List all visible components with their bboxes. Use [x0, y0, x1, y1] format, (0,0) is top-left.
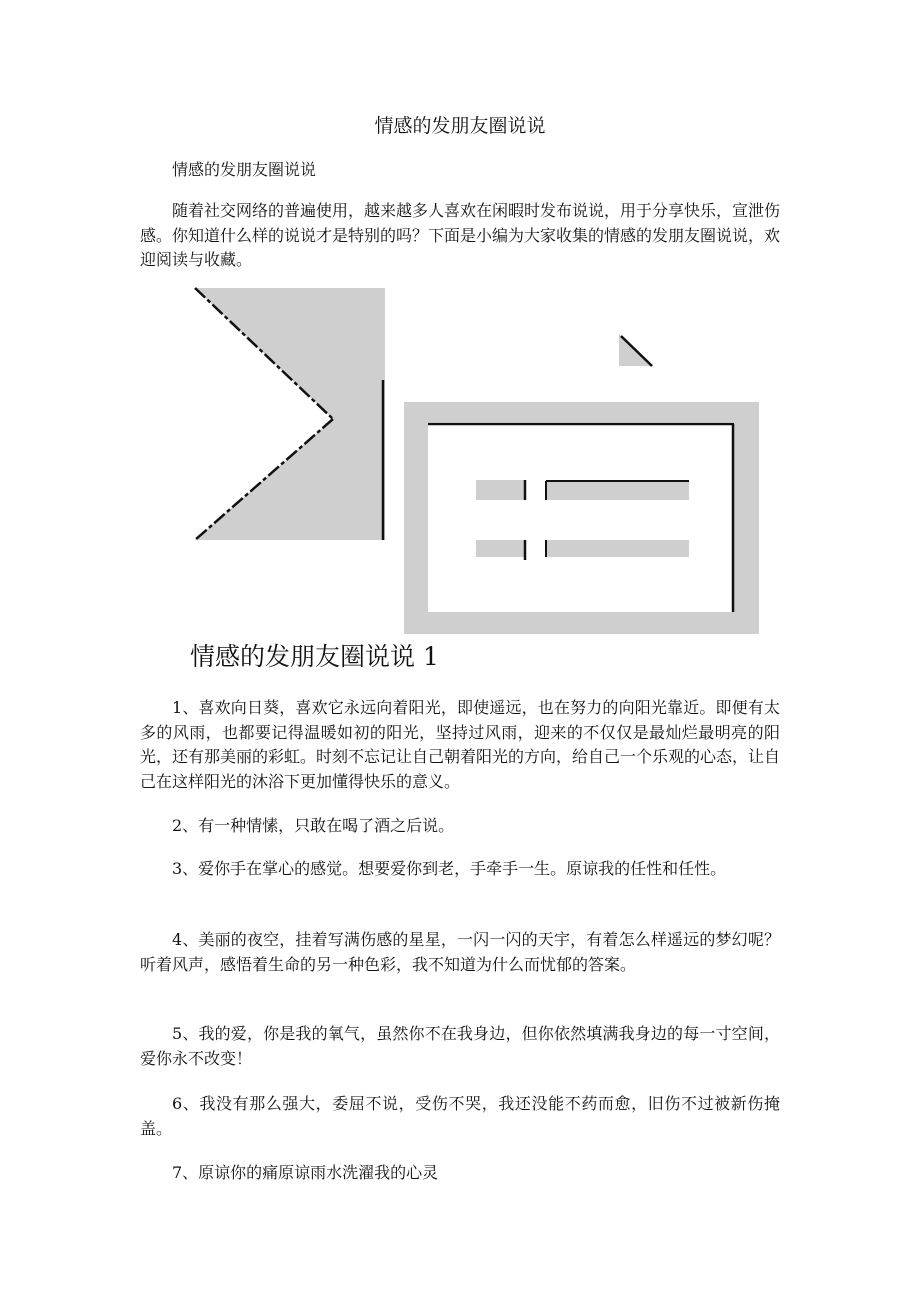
page-title: 情感的发朋友圈说说	[374, 115, 546, 137]
arrow-shape	[195, 288, 385, 540]
card-inner	[428, 422, 734, 612]
subtitle: 情感的发朋友圈说说	[172, 160, 317, 179]
row2-long-bar	[546, 540, 689, 557]
intro-paragraph: 随着社交网络的普遍使用，越来越多人喜欢在闲暇时发布说说，用于分享快乐，宣泄伤感。你知道什么样的说说才是特别的吗？下面是小编为大家收集的情感的发朋友圈说说，欢迎阅读与收藏。	[140, 201, 781, 269]
list-item: 1、喜欢向日葵，喜欢它永远向着阳光，即使遥远，也在努力的向阳光靠近。即便有太多的风雨，也都要记得温暖如初的阳光，坚持过风雨，迎来的不仅仅是最灿烂最明亮的阳光，还有那美丽的彩虹。时刻不忘记让自己朝着阳光的方向，给自己一个乐观的心态，让自己在这样阳光的沐浴下更加懂得快乐的意义。	[140, 698, 781, 791]
list-item: 5、我的爱，你是我的氧气，虽然你不在我身边，但你依然填满我身边的每一寸空间，爱你永不改变！	[140, 1024, 780, 1068]
list-item: 4、美丽的夜空，挂着写满伤感的星星，一闪一闪的天宇，有着怎么样遥远的梦幻呢？听着风声，感悟着生命的另一种色彩，我不知道为什么而忧郁的答案。	[140, 930, 780, 974]
section-heading: 情感的发朋友圈说说 1	[190, 642, 439, 671]
document-illustration	[190, 284, 765, 636]
row2-short-bar	[476, 540, 526, 557]
list-item: 3、爱你手在掌心的感觉。想要爱你到老，手牵手一生。原谅我的任性和任性。	[172, 859, 727, 878]
row1-short-bar	[476, 480, 526, 500]
list-item: 2、有一种情愫，只敢在喝了酒之后说。	[172, 816, 455, 835]
list-item: 6、我没有那么强大，委屈不说，受伤不哭，我还没能不药而愈，旧伤不过被新伤掩盖。	[140, 1094, 780, 1138]
row1-long-bar	[546, 480, 689, 500]
list-item: 7、原谅你的痛原谅雨水洗濯我的心灵	[172, 1163, 439, 1182]
